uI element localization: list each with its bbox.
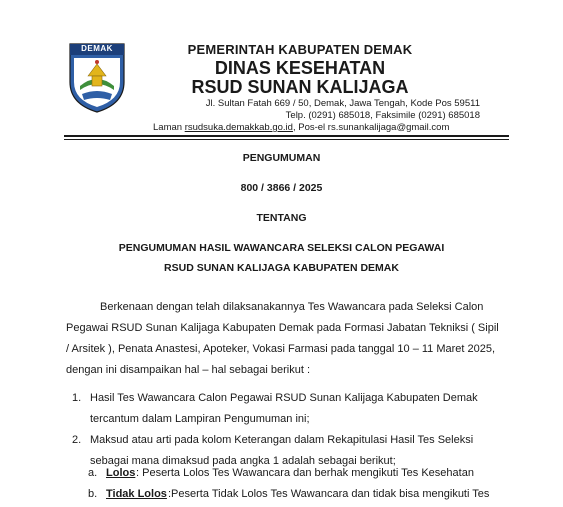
intro-line-3: / Arsitek ), Penata Anastesi, Apoteker, Vokasi Farmasi pada tanggal 10 – 11 Maret 2025, [66,343,496,355]
item-line-2: sebagai mana dimaksud pada angka 1 adalah sebagai berikut; [90,455,396,467]
sub-item-letter: a. [88,467,98,479]
subject-line-1: PENGUMUMAN HASIL WAWANCARA SELEKSI CALON PEGAWAI [118,242,445,254]
intro-line-1: Berkenaan dengan telah dilaksanakannya Tes Wawancara pada Seleksi Calon [100,301,484,313]
intro-paragraph [66,297,506,381]
item-number: 2. [72,434,82,446]
website-link[interactable]: rsudsuka.demakkab.go.id [184,122,293,133]
web-email-line [153,122,483,133]
item-line-2: tercantum dalam Lampiran Pengumuman ini; [90,413,310,425]
intro-line-2: Pegawai RSUD Sunan Kalijaga Kabupaten Demak pada Formasi Jabatan Tekniksi ( Sipil [66,322,499,334]
hospital-name: RSUD SUNAN KALIJAGA [191,77,409,97]
letterhead-rule-thin [64,139,509,140]
logo-caption: DEMAK [81,44,113,53]
item-number: 1. [72,392,82,404]
about-label: TENTANG [256,212,307,224]
item-text [90,388,508,430]
phone-line: Telp. (0291) 685018, Faksimile (0291) 685018 [285,110,480,121]
subject-line-2: RSUD SUNAN KALIJAGA KABUPATEN DEMAK [164,262,399,274]
government-name: PEMERINTAH KABUPATEN DEMAK [187,42,413,57]
sub-item-text: :Peserta Tidak Lolos Tes Wawancara dan tidak bisa mengikuti Tes [168,488,490,500]
web-prefix: Laman [153,122,185,133]
demak-regency-logo [68,42,126,114]
letterhead-rule-thick [64,135,509,137]
email-text: , Pos-el rs.sunankalijaga@gmail.com [292,122,450,133]
announcement-title: PENGUMUMAN [242,152,321,164]
item-line-1: Hasil Tes Wawancara Calon Pegawai RSUD Sunan Kalijaga Kabupaten Demak [90,392,478,404]
announcement-number: 800 / 3866 / 2025 [240,182,323,194]
sub-item-letter: b. [88,488,98,500]
intro-line-4: dengan ini disampaikan hal – hal sebagai berikut : [66,364,310,376]
item-line-1: Maksud atau arti pada kolom Keterangan dalam Rekapitulasi Hasil Tes Seleksi [90,434,474,446]
sub-item-term: Tidak Lolos [106,488,167,500]
letterhead-titles [150,42,450,98]
sub-item-term: Lolos [106,467,136,479]
address-line: Jl. Sultan Fatah 669 / 50, Demak, Jawa Tengah, Kode Pos 59511 [205,98,480,109]
department-name: DINAS KESEHATAN [214,58,386,78]
letterhead-contact [150,98,480,122]
sub-item-text: : Peserta Lolos Tes Wawancara dan berhak mengikuti Tes Kesehatan [136,467,474,479]
